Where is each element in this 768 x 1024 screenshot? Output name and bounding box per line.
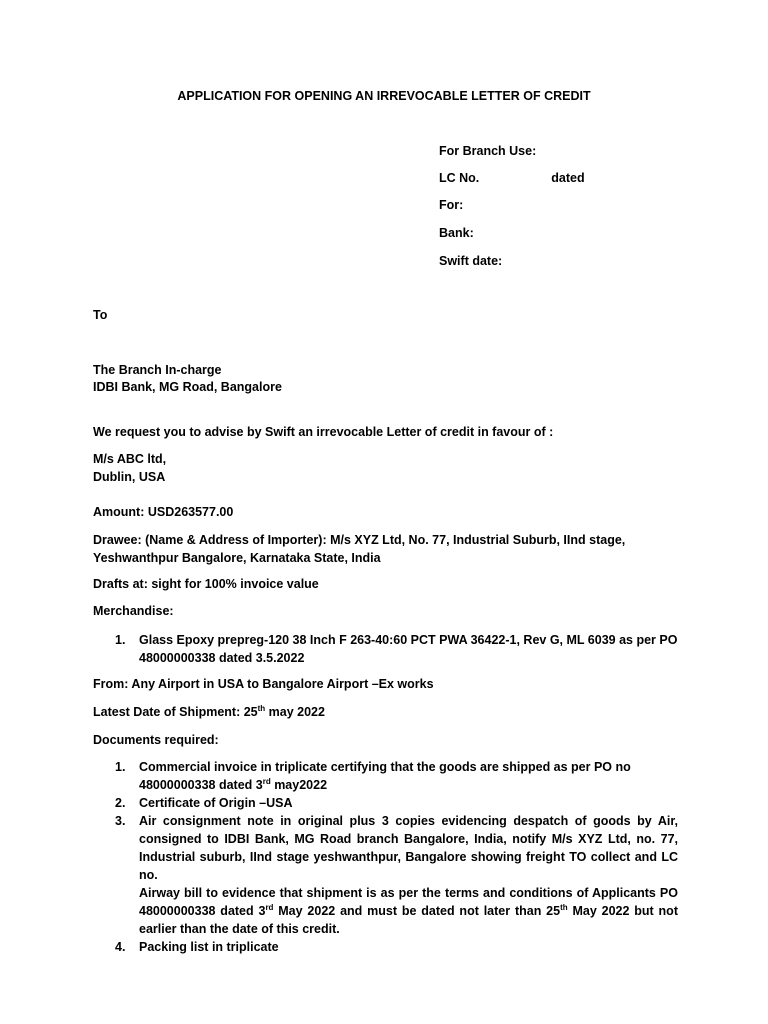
drawee-line-1: Drawee: (Name & Address of Importer): M/s XYZ Ltd, No. 77, Industrial Suburb, IInd stage, bbox=[93, 533, 626, 547]
dated-label: dated bbox=[551, 171, 585, 185]
documents-list bbox=[93, 758, 678, 956]
shipment-suffix: may 2022 bbox=[265, 705, 325, 719]
doc3-line-5-c: May 2022 but not bbox=[567, 904, 678, 918]
amount-text: Amount: USD263577.00 bbox=[93, 505, 234, 519]
document-title: APPLICATION FOR OPENING AN IRREVOCABLE LETTER OF CREDIT bbox=[177, 89, 591, 103]
list-number: 1. bbox=[115, 633, 126, 647]
list-item bbox=[93, 758, 678, 794]
drafts-text: Drafts at: sight for 100% invoice value bbox=[93, 577, 319, 591]
doc3-line-4: Airway bill to evidence that shipment is as per the terms and conditions of Applicants PO bbox=[139, 886, 678, 900]
doc3-line-5-a: 48000000338 dated 3 bbox=[139, 904, 266, 918]
doc1-line-2-suffix: may2022 bbox=[270, 778, 328, 792]
merchandise-item-line-1: Glass Epoxy prepreg-120 38 Inch F 263-40:60 PCT PWA 36422-1, Rev G, ML 6039 as per PO bbox=[139, 633, 678, 647]
shipment-superscript: th bbox=[257, 704, 266, 713]
shipment-date-text bbox=[93, 703, 325, 721]
merchandise-heading: Merchandise: bbox=[93, 604, 174, 618]
addressee-line-1: The Branch In-charge bbox=[93, 363, 222, 377]
shipment-prefix: Latest Date of Shipment: 25 bbox=[93, 705, 258, 719]
list-number: 3. bbox=[115, 814, 126, 828]
doc3-line-6: earlier than the date of this credit. bbox=[139, 922, 340, 936]
documents-heading: Documents required: bbox=[93, 733, 219, 747]
list-number: 2. bbox=[115, 796, 126, 810]
for-label: For: bbox=[439, 198, 464, 212]
request-text: We request you to advise by Swift an irrevocable Letter of credit in favour of : bbox=[93, 425, 554, 439]
doc3-line-5-b: May 2022 and must be dated not later than 25 bbox=[273, 904, 561, 918]
list-item bbox=[93, 938, 678, 956]
doc1-superscript: rd bbox=[262, 777, 271, 786]
drawee-line-2: Yeshwanthpur Bangalore, Karnataka State, India bbox=[93, 551, 381, 565]
doc3-line-5 bbox=[139, 902, 678, 920]
addressee-line-2: IDBI Bank, MG Road, Bangalore bbox=[93, 380, 282, 394]
lc-number-row bbox=[439, 169, 585, 187]
doc4-text: Packing list in triplicate bbox=[139, 940, 279, 954]
doc3-line-1: Air consignment note in original plus 3 copies evidencing despatch of goods by Air, bbox=[139, 814, 678, 828]
doc2-text: Certificate of Origin –USA bbox=[139, 796, 293, 810]
doc3-line-3: Industrial suburb, IInd stage yeshwanthpur, Bangalore showing freight TO collect and LC no. bbox=[139, 850, 678, 882]
doc3-line-2: consigned to IDBI Bank, MG Road branch Bangalore, India, notify M/s XYZ Ltd, no. 77, bbox=[139, 832, 678, 846]
merchandise-list bbox=[93, 631, 678, 667]
doc1-line-2 bbox=[139, 776, 678, 794]
list-item bbox=[93, 631, 678, 667]
to-label: To bbox=[93, 308, 108, 322]
branch-use-heading: For Branch Use: bbox=[439, 144, 537, 158]
doc1-line-1: Commercial invoice in triplicate certifying that the goods are shipped as per PO no bbox=[139, 760, 631, 774]
list-item bbox=[93, 794, 678, 812]
list-item bbox=[93, 812, 678, 938]
lc-no-label: LC No. bbox=[439, 171, 480, 185]
merchandise-item-line-2: 48000000338 dated 3.5.2022 bbox=[139, 651, 305, 665]
from-text: From: Any Airport in USA to Bangalore Airport –Ex works bbox=[93, 677, 434, 691]
doc1-line-2-prefix: 48000000338 dated 3 bbox=[139, 778, 263, 792]
list-number: 1. bbox=[115, 760, 126, 774]
bank-label: Bank: bbox=[439, 226, 474, 240]
beneficiary-line-2: Dublin, USA bbox=[93, 470, 166, 484]
list-number: 4. bbox=[115, 940, 126, 954]
swift-date-label: Swift date: bbox=[439, 254, 503, 268]
beneficiary-line-1: M/s ABC ltd, bbox=[93, 452, 167, 466]
doc3-superscript-2: th bbox=[560, 903, 568, 912]
doc3-superscript-1: rd bbox=[265, 903, 274, 912]
